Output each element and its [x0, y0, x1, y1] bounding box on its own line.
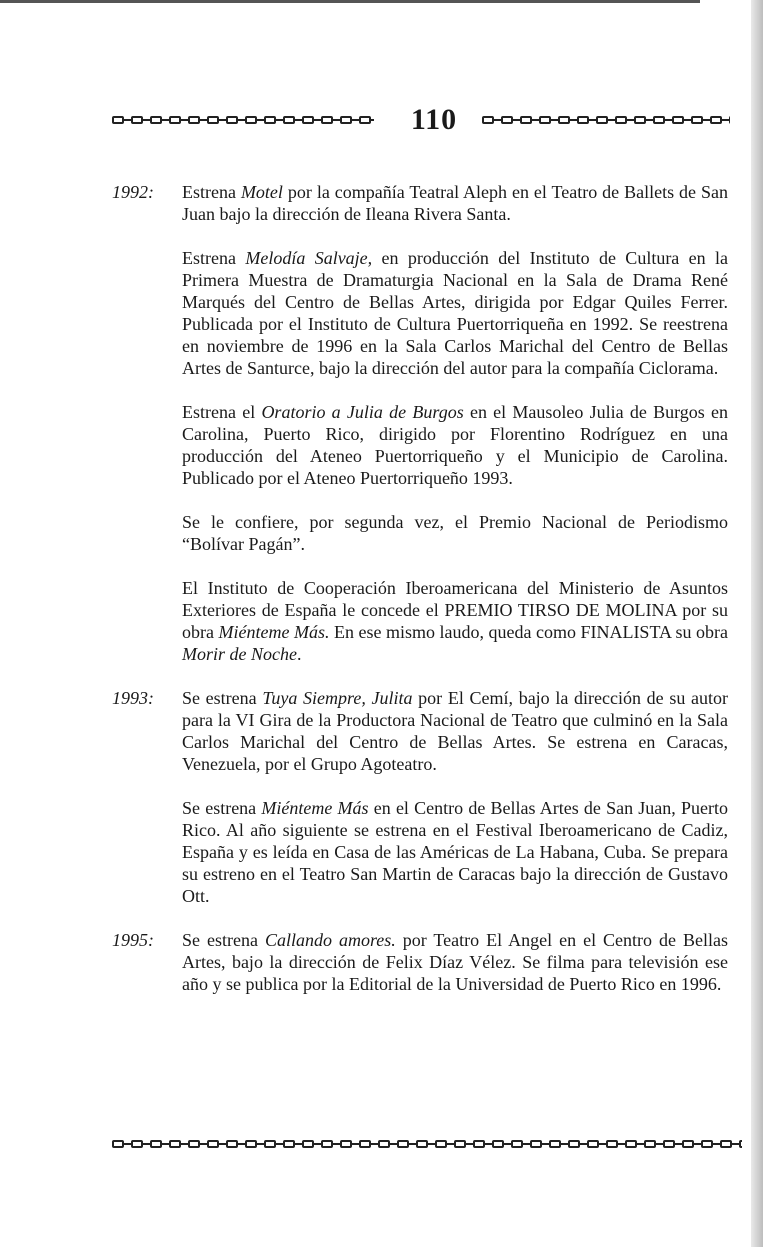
chain-link-ornament [340, 116, 352, 124]
work-title: Melodía Salvaje, [245, 248, 373, 268]
work-title: Oratorio a Julia de Burgos [261, 402, 464, 422]
chain-link-ornament [264, 1140, 276, 1148]
chain-link-ornament [710, 116, 722, 124]
chain-link-ornament [321, 116, 333, 124]
chain-link-ornament [511, 1140, 523, 1148]
page-header [112, 100, 730, 140]
chronology-entry [112, 687, 728, 907]
chain-link-ornament [606, 1140, 618, 1148]
work-title: Miénteme Más. [218, 622, 330, 642]
work-title: Motel [240, 182, 283, 202]
entry-paragraph: Se le confiere, por segunda vez, el Premio Nacional de Periodismo “Bolívar Pagán”. [182, 512, 728, 554]
entry-paragraph: Se estrena Callando amores. por Teatro El Angel en el Centro de Bellas Artes, bajo la dirección de Felix Díaz Vélez. Se filma para televisión ese año y se publica por la Editorial de la Universidad de Puerto Rico en 1996. [182, 930, 728, 994]
chain-link-ornament [539, 116, 551, 124]
chain-link-ornament [283, 116, 295, 124]
page-edge-shadow [751, 0, 763, 1247]
chain-link-ornament [416, 1140, 428, 1148]
chain-link-ornament [435, 1140, 447, 1148]
chain-link-ornament [625, 1140, 637, 1148]
chronology-entry [112, 181, 728, 665]
chain-link-ornament [492, 1140, 504, 1148]
entry-paragraph: Estrena Motel por la compañía Teatral Aleph en el Teatro de Ballets de San Juan bajo la dirección de Ileana Rivera Santa. [182, 182, 728, 224]
chain-link-ornament [530, 1140, 542, 1148]
chain-link-ornament [226, 1140, 238, 1148]
work-title: Callando amores. [264, 930, 396, 950]
chain-link-ornament [720, 1140, 732, 1148]
chain-link-ornament [482, 116, 494, 124]
chain-link-ornament [302, 116, 314, 124]
chain-link-ornament [587, 1140, 599, 1148]
chain-link-ornament [577, 116, 589, 124]
header-chain-ornament-right [482, 114, 730, 126]
chain-link-ornament [644, 1140, 656, 1148]
chain-link-ornament [672, 116, 684, 124]
top-border-line [0, 0, 700, 3]
chain-link-ornament [701, 1140, 713, 1148]
chain-link-ornament [245, 116, 257, 124]
chain-link-ornament [729, 116, 730, 124]
entry-paragraph: El Instituto de Cooperación Iberoamericana del Ministerio de Asuntos Exteriores de España le concede el PREMIO TIRSO DE MOLINA por su obra Miénteme Más. En ese mismo laudo, queda como FINALISTA su obra Morir de Noche. [182, 578, 729, 664]
chain-link-ornament [549, 1140, 561, 1148]
chain-link-ornament [634, 116, 646, 124]
work-title: Miénteme Más [261, 798, 369, 818]
chain-link-ornament [131, 1140, 143, 1148]
chain-link-ornament [283, 1140, 295, 1148]
chain-link-ornament [131, 116, 143, 124]
chronology-content [112, 163, 728, 1017]
chronology-entry [112, 929, 728, 995]
work-title: Morir de Noche [182, 644, 297, 664]
chain-link-ornament [615, 116, 627, 124]
chain-link-ornament [264, 116, 276, 124]
chain-link-ornament [691, 116, 703, 124]
entry-paragraph: Estrena Melodía Salvaje, en producción del Instituto de Cultura en la Primera Muestra de Dramaturgia Nacional en la Sala de Drama René Marqués del Centro de Bellas Artes, dirigida por Edgar Quiles Ferrer. Publicada por el Instituto de Cultura Puertorriqueña en 1992. Se reestrena en noviembre de 1996 en la Sala Carlos Marichal del Centro de Bellas Artes de Santurce, bajo la dirección del autor para la compañía Ciclorama. [182, 248, 729, 378]
chain-link-ornament [112, 116, 124, 124]
chain-link-ornament [558, 116, 570, 124]
chain-link-ornament [150, 1140, 162, 1148]
chain-link-ornament [359, 116, 371, 124]
work-title: Tuya Siempre, Julita [262, 688, 413, 708]
chain-link-ornament [739, 1140, 742, 1148]
chain-link-ornament [226, 116, 238, 124]
chain-link-ornament [520, 116, 532, 124]
chain-link-ornament [207, 116, 219, 124]
chain-link-ornament [169, 1140, 181, 1148]
entry-year: 1992: [112, 182, 154, 202]
chain-link-ornament [378, 1140, 390, 1148]
chain-link-ornament [596, 116, 608, 124]
chain-link-ornament [321, 1140, 333, 1148]
footer-chain-ornament [112, 1138, 742, 1150]
chain-link-ornament [653, 116, 665, 124]
entry-paragraph: Se estrena Miénteme Más en el Centro de Bellas Artes de San Juan, Puerto Rico. Al año siguiente se estrena en el Festival Iberoamericano de Cadiz, España y es leída en Casa de las Américas de La Habana, Cuba. Se prepara su estreno en el Teatro San Martin de Caracas bajo la dirección de Gustavo Ott. [182, 798, 728, 906]
chain-link-ornament [454, 1140, 466, 1148]
chain-link-ornament [682, 1140, 694, 1148]
chain-link-ornament [150, 116, 162, 124]
chain-link-ornament [568, 1140, 580, 1148]
chain-link-ornament [207, 1140, 219, 1148]
chain-link-ornament [245, 1140, 257, 1148]
chain-link-ornament [340, 1140, 352, 1148]
chain-link-ornament [302, 1140, 314, 1148]
chain-link-ornament [501, 116, 513, 124]
chain-link-ornament [397, 1140, 409, 1148]
chain-link-ornament [663, 1140, 675, 1148]
chain-link-ornament [169, 116, 181, 124]
page-number: 110 [410, 103, 458, 136]
chain-link-ornament [188, 116, 200, 124]
entry-paragraph: Estrena el Oratorio a Julia de Burgos en el Mausoleo Julia de Burgos en Carolina, Puerto Rico, dirigido por Florentino Rodríguez en una producción del Ateneo Puertorriqueño y el Municipio de Carolina. Publicado por el Ateneo Puertorriqueño 1993. [182, 402, 728, 488]
chain-link-ornament [112, 1140, 124, 1148]
entry-paragraph: Se estrena Tuya Siempre, Julita por El Cemí, bajo la dirección de su autor para la VI Gira de la Productora Nacional de Teatro que culminó en la Sala Carlos Marichal del Centro de Bellas Artes. Se estrena en Caracas, Venezuela, por el Grupo Agoteatro. [182, 688, 728, 774]
chain-link-ornament [359, 1140, 371, 1148]
entry-year: 1993: [112, 688, 154, 708]
chain-link-ornament [473, 1140, 485, 1148]
chain-link-ornament [188, 1140, 200, 1148]
entry-year: 1995: [112, 930, 154, 950]
header-chain-ornament-left [112, 114, 374, 126]
